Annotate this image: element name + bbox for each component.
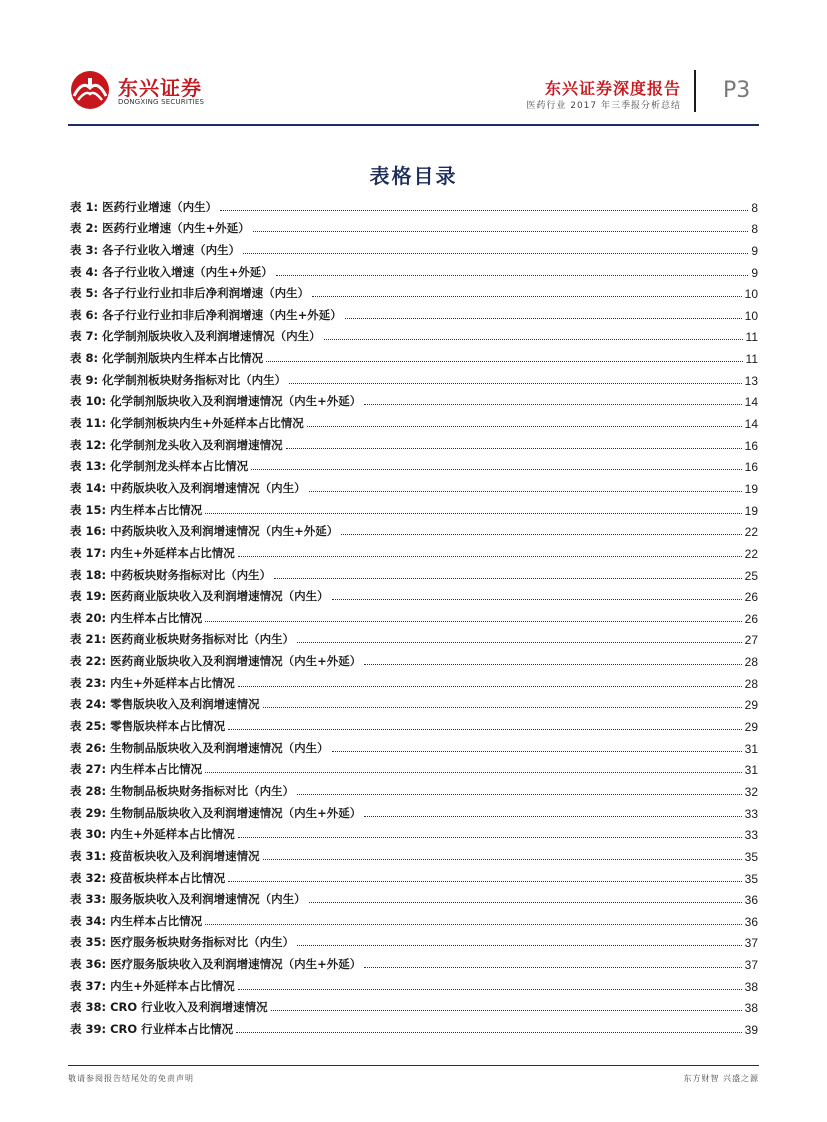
toc-entry[interactable]	[70, 539, 758, 561]
header-rule	[68, 124, 759, 126]
toc-leader-dots	[364, 404, 741, 405]
toc-leader-dots	[364, 967, 741, 968]
toc-entry[interactable]	[70, 323, 758, 345]
toc-leader-dots	[309, 902, 742, 903]
toc-entry-page: 31	[744, 763, 758, 778]
toc-leader-dots	[205, 924, 742, 925]
report-subtitle: 医药行业 2017 年三季报分析总结	[526, 101, 681, 111]
toc-entry-label: 表 9: 化学制剂板块财务指标对比（内生）	[70, 372, 287, 387]
toc-entry[interactable]	[70, 691, 758, 713]
toc-entry-page: 31	[744, 741, 758, 756]
toc-entry-page: 9	[751, 243, 758, 258]
toc-entry[interactable]	[70, 734, 758, 756]
toc-entry-page: 11	[745, 352, 758, 367]
toc-entry[interactable]	[70, 431, 758, 453]
toc-entry[interactable]	[70, 258, 758, 280]
toc-leader-dots	[332, 751, 742, 752]
toc-entry-page: 37	[744, 958, 758, 973]
toc-entry[interactable]	[70, 907, 758, 929]
toc-entry[interactable]	[70, 583, 758, 605]
toc-entry[interactable]	[70, 604, 758, 626]
toc-leader-dots	[307, 426, 742, 427]
logo-english-name: DONGXING SECURITIES	[118, 98, 205, 106]
toc-entry[interactable]	[70, 496, 758, 518]
toc-leader-dots	[205, 621, 742, 622]
toc-entry-label: 表 5: 各子行业行业扣非后净利润增速（内生）	[70, 286, 310, 301]
toc-entry-page: 33	[744, 806, 758, 821]
toc-leader-dots	[228, 729, 742, 730]
toc-leader-dots	[263, 859, 742, 860]
toc-entry[interactable]	[70, 626, 758, 648]
toc-entry[interactable]	[70, 215, 758, 237]
dongxing-logo-icon	[68, 70, 114, 110]
toc-leader-dots	[238, 837, 742, 838]
header-divider	[694, 70, 696, 112]
toc-entry-page: 14	[744, 395, 758, 410]
footer-slogan: 东方财智 兴盛之源	[683, 1074, 759, 1083]
toc-entry-page: 19	[744, 481, 758, 496]
toc-entry[interactable]	[70, 518, 758, 540]
toc-entry-page: 32	[744, 784, 758, 799]
toc-leader-dots	[205, 513, 742, 514]
toc-entry-label: 表 21: 医药商业板块财务指标对比（内生）	[70, 632, 295, 647]
toc-entry-page: 29	[744, 698, 758, 713]
toc-entry[interactable]	[70, 301, 758, 323]
toc-leader-dots	[271, 1010, 742, 1011]
toc-entry[interactable]	[70, 647, 758, 669]
toc-entry-label: 表 35: 医疗服务板块财务指标对比（内生）	[70, 935, 295, 950]
footer-disclaimer: 敬请参阅报告结尾处的免责声明	[68, 1074, 194, 1083]
toc-entry-page: 27	[744, 633, 758, 648]
toc-entry-page: 35	[744, 849, 758, 864]
toc-entry-label: 表 19: 医药商业版块收入及利润增速情况（内生）	[70, 589, 329, 604]
toc-entry[interactable]	[70, 344, 758, 366]
toc-entry-page: 16	[744, 460, 758, 475]
toc-entry-label: 表 24: 零售版块收入及利润增速情况	[70, 697, 260, 712]
toc-entry-label: 表 25: 零售版块样本占比情况	[70, 719, 226, 734]
toc-entry-label: 表 16: 中药版块收入及利润增速情况（内生+外延）	[70, 524, 339, 539]
toc-entry-label: 表 37: 内生+外延样本占比情况	[70, 978, 235, 993]
toc-entry[interactable]	[70, 669, 758, 691]
toc-entry-label: 表 13: 化学制剂龙头样本占比情况	[70, 459, 249, 474]
toc-entry-label: 表 30: 内生+外延样本占比情况	[70, 827, 235, 842]
toc-entry-label: 表 2: 医药行业增速（内生+外延）	[70, 221, 250, 236]
toc-leader-dots	[297, 945, 742, 946]
toc-entry-label: 表 7: 化学制剂版块收入及利润增速情况（内生）	[70, 329, 321, 344]
toc-entry-page: 8	[751, 222, 758, 237]
toc-entry-page: 38	[744, 1001, 758, 1016]
toc-entry[interactable]	[70, 453, 758, 475]
toc-leader-dots	[238, 686, 742, 687]
toc-leader-dots	[251, 469, 742, 470]
toc-leader-dots	[253, 231, 749, 232]
toc-entry-page: 39	[744, 1022, 758, 1037]
toc-leader-dots	[297, 642, 742, 643]
footer-rule	[68, 1065, 759, 1066]
toc-entry-label: 表 28: 生物制品板块财务指标对比（内生）	[70, 783, 295, 798]
toc-entry-label: 表 39: CRO 行业样本占比情况	[70, 1021, 234, 1036]
toc-leader-dots	[345, 318, 742, 319]
toc-leader-dots	[364, 816, 741, 817]
toc-entry-page: 22	[744, 525, 758, 540]
toc-entry[interactable]	[70, 777, 758, 799]
toc-leader-dots	[312, 296, 742, 297]
toc-entry[interactable]	[70, 886, 758, 908]
toc-entry[interactable]	[70, 1015, 758, 1037]
toc-entry[interactable]	[70, 821, 758, 843]
toc-entry-label: 表 14: 中药版块收入及利润增速情况（内生）	[70, 480, 306, 495]
toc-entry-page: 33	[744, 828, 758, 843]
toc-entry-label: 表 23: 内生+外延样本占比情况	[70, 675, 235, 690]
toc-entry-label: 表 36: 医疗服务版块收入及利润增速情况（内生+外延）	[70, 957, 362, 972]
toc-entry-page: 16	[744, 438, 758, 453]
toc-leader-dots	[276, 275, 749, 276]
toc-entry-label: 表 29: 生物制品版块收入及利润增速情况（内生+外延）	[70, 805, 362, 820]
toc-leader-dots	[243, 253, 748, 254]
toc-leader-dots	[263, 707, 742, 708]
toc-entry[interactable]	[70, 950, 758, 972]
toc-entry-label: 表 17: 内生+外延样本占比情况	[70, 545, 235, 560]
toc-entry-page: 37	[744, 936, 758, 951]
toc-entry[interactable]	[70, 929, 758, 951]
page-number: P3	[723, 78, 751, 103]
toc-entry-label: 表 8: 化学制剂版块内生样本占比情况	[70, 351, 264, 366]
toc-leader-dots	[309, 491, 742, 492]
toc-entry[interactable]	[70, 799, 758, 821]
toc-entry-page: 36	[744, 893, 758, 908]
toc-entry-label: 表 20: 内生样本占比情况	[70, 610, 203, 625]
toc-entry-label: 表 32: 疫苗板块样本占比情况	[70, 870, 226, 885]
toc-entry-page: 36	[744, 914, 758, 929]
toc-entry-label: 表 22: 医药商业版块收入及利润增速情况（内生+外延）	[70, 654, 362, 669]
toc-entry-label: 表 4: 各子行业收入增速（内生+外延）	[70, 264, 273, 279]
toc-entry-page: 26	[744, 590, 758, 605]
toc-entry[interactable]	[70, 842, 758, 864]
toc-entry-label: 表 33: 服务版块收入及利润增速情况（内生）	[70, 892, 306, 907]
toc-entry-page: 35	[744, 871, 758, 886]
toc-leader-dots	[297, 794, 742, 795]
table-of-contents	[70, 193, 758, 1037]
toc-leader-dots	[332, 599, 742, 600]
toc-entry-page: 26	[744, 611, 758, 626]
toc-entry-page: 19	[744, 503, 758, 518]
toc-leader-dots	[228, 881, 742, 882]
toc-entry[interactable]	[70, 756, 758, 778]
toc-leader-dots	[341, 534, 741, 535]
toc-entry-label: 表 27: 内生样本占比情况	[70, 762, 203, 777]
toc-entry[interactable]	[70, 280, 758, 302]
toc-entry-label: 表 38: CRO 行业收入及利润增速情况	[70, 1000, 268, 1015]
toc-entry-label: 表 15: 内生样本占比情况	[70, 502, 203, 517]
toc-entry-label: 表 10: 化学制剂版块收入及利润增速情况（内生+外延）	[70, 394, 362, 409]
toc-entry-label: 表 18: 中药板块财务指标对比（内生）	[70, 567, 272, 582]
toc-entry-page: 29	[744, 720, 758, 735]
toc-entry-label: 表 11: 化学制剂板块内生+外延样本占比情况	[70, 416, 304, 431]
toc-leader-dots	[266, 361, 742, 362]
toc-leader-dots	[324, 339, 743, 340]
toc-entry[interactable]	[70, 864, 758, 886]
toc-entry-page: 13	[744, 373, 758, 388]
toc-entry-page: 28	[744, 676, 758, 691]
toc-entry-label: 表 1: 医药行业增速（内生）	[70, 199, 218, 214]
toc-entry[interactable]	[70, 236, 758, 258]
logo-chinese-name: 东兴证券	[118, 76, 202, 100]
toc-entry-page: 8	[751, 200, 758, 215]
toc-leader-dots	[286, 448, 742, 449]
toc-entry-page: 38	[744, 979, 758, 994]
toc-title: 表格目录	[369, 164, 458, 188]
toc-entry-page: 11	[745, 330, 758, 345]
toc-entry-label: 表 6: 各子行业行业扣非后净利润增速（内生+外延）	[70, 307, 342, 322]
toc-leader-dots	[238, 556, 742, 557]
toc-leader-dots	[289, 383, 742, 384]
toc-entry[interactable]	[70, 994, 758, 1016]
toc-entry[interactable]	[70, 561, 758, 583]
toc-entry[interactable]	[70, 193, 758, 215]
toc-entry[interactable]	[70, 388, 758, 410]
toc-leader-dots	[236, 1032, 741, 1033]
report-title: 东兴证券深度报告	[544, 79, 681, 98]
toc-entry-page: 14	[744, 417, 758, 432]
toc-entry-label: 表 34: 内生样本占比情况	[70, 913, 203, 928]
toc-entry[interactable]	[70, 712, 758, 734]
toc-entry[interactable]	[70, 409, 758, 431]
toc-entry-page: 22	[744, 546, 758, 561]
page-header	[68, 62, 759, 126]
toc-entry-label: 表 26: 生物制品版块收入及利润增速情况（内生）	[70, 740, 329, 755]
toc-leader-dots	[220, 210, 748, 211]
toc-entry-page: 10	[744, 308, 758, 323]
toc-entry[interactable]	[70, 474, 758, 496]
toc-leader-dots	[238, 989, 742, 990]
toc-entry-page: 10	[744, 287, 758, 302]
toc-entry-page: 25	[744, 568, 758, 583]
toc-entry[interactable]	[70, 366, 758, 388]
toc-entry-label: 表 12: 化学制剂龙头收入及利润增速情况	[70, 437, 283, 452]
toc-entry-label: 表 3: 各子行业收入增速（内生）	[70, 242, 241, 257]
toc-leader-dots	[205, 772, 742, 773]
toc-leader-dots	[364, 664, 741, 665]
toc-entry[interactable]	[70, 972, 758, 994]
toc-entry-page: 28	[744, 655, 758, 670]
toc-entry-page: 9	[751, 265, 758, 280]
toc-entry-label: 表 31: 疫苗板块收入及利润增速情况	[70, 848, 260, 863]
toc-leader-dots	[274, 578, 742, 579]
